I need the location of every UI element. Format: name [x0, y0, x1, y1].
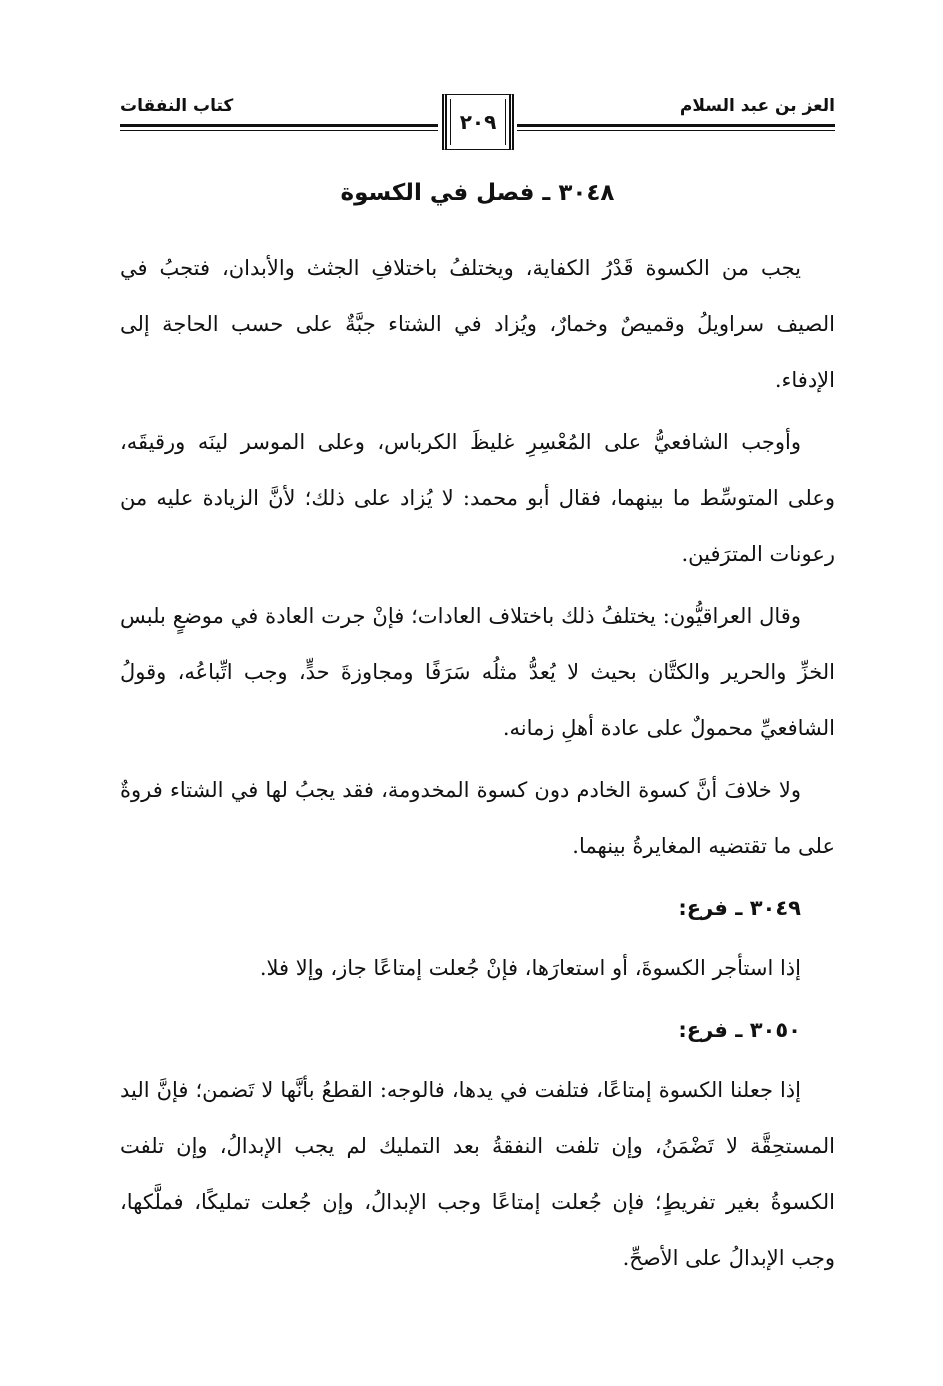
section-title: ٣٠٤٨ ـ فصل في الكسوة	[340, 180, 615, 206]
running-header	[120, 90, 835, 160]
branch-heading: ٣٠٤٩ ـ فرع:	[678, 896, 801, 920]
paragraph: ولا خلافَ أنَّ كسوة الخادم دون كسوة المخدومة، فقد يجبُ لها في الشتاء فروةٌ على ما تقتضيه المغايرةُ بينهما.	[120, 778, 835, 858]
paragraph: إذا جعلنا الكسوة إمتاعًا، فتلفت في يدها، فالوجه: القطعُ بأنَّها لا تَضمن؛ فإنَّ اليد المستحِقَّة لا تَضْمَنُ، وإن تلفت النفقةُ بعد التمليك لم يجب الإبدالُ، وإن تلفت الكسوةُ بغير تفريطٍ؛ فإن جُعلت إمتاعًا وجب الإبدالُ، وإن جُعلت تمليكًا، فملَّكها، وجب الإبدالُ على الأصحِّ.	[120, 1078, 835, 1270]
paragraph: وقال العراقيُّون: يختلفُ ذلك باختلاف العادات؛ فإنْ جرت العادة في موضعٍ بلبس الخزِّ والحرير والكتَّان بحيث لا يُعدُّ مثلُه سَرَفًا ومجاوزةَ حدٍّ، وجب اتِّباعُه، وقولُ الشافعيِّ محمولٌ على عادة أهلِ زمانه.	[120, 604, 835, 740]
page-number: ٢٠٩	[459, 110, 497, 134]
header-book-section: كتاب النفقات	[120, 96, 234, 116]
page-body	[120, 172, 835, 1292]
paragraph: إذا استأجر الكسوةَ، أو استعارَها، فإنْ جُعلت إمتاعًا جاز، وإلا فلا.	[259, 956, 801, 980]
paragraph: يجب من الكسوة قَدْرُ الكفاية، ويختلفُ باختلافِ الجثث والأبدان، فتجبُ في الصيف سراويلُ وقميصٌ وخمارٌ، ويُزاد في الشتاء جبَّةٌ على حسب الحاجة إلى الإدفاء.	[120, 256, 835, 392]
page-number-frame	[442, 94, 514, 150]
header-rule-left	[120, 124, 438, 127]
header-author: العز بن عبد السلام	[679, 96, 835, 116]
header-rule-right	[517, 124, 835, 127]
branch-heading: ٣٠٥٠ ـ فرع:	[678, 1018, 801, 1042]
paragraph: وأوجب الشافعيُّ على المُعْسِرِ غليظَ الكرباس، وعلى الموسر لينَه ورقيقَه، وعلى المتوسِّط ما بينهما، فقال أبو محمد: لا يُزاد على ذلك؛ لأنَّ الزيادة عليه من رعونات المترَفين.	[120, 430, 835, 566]
